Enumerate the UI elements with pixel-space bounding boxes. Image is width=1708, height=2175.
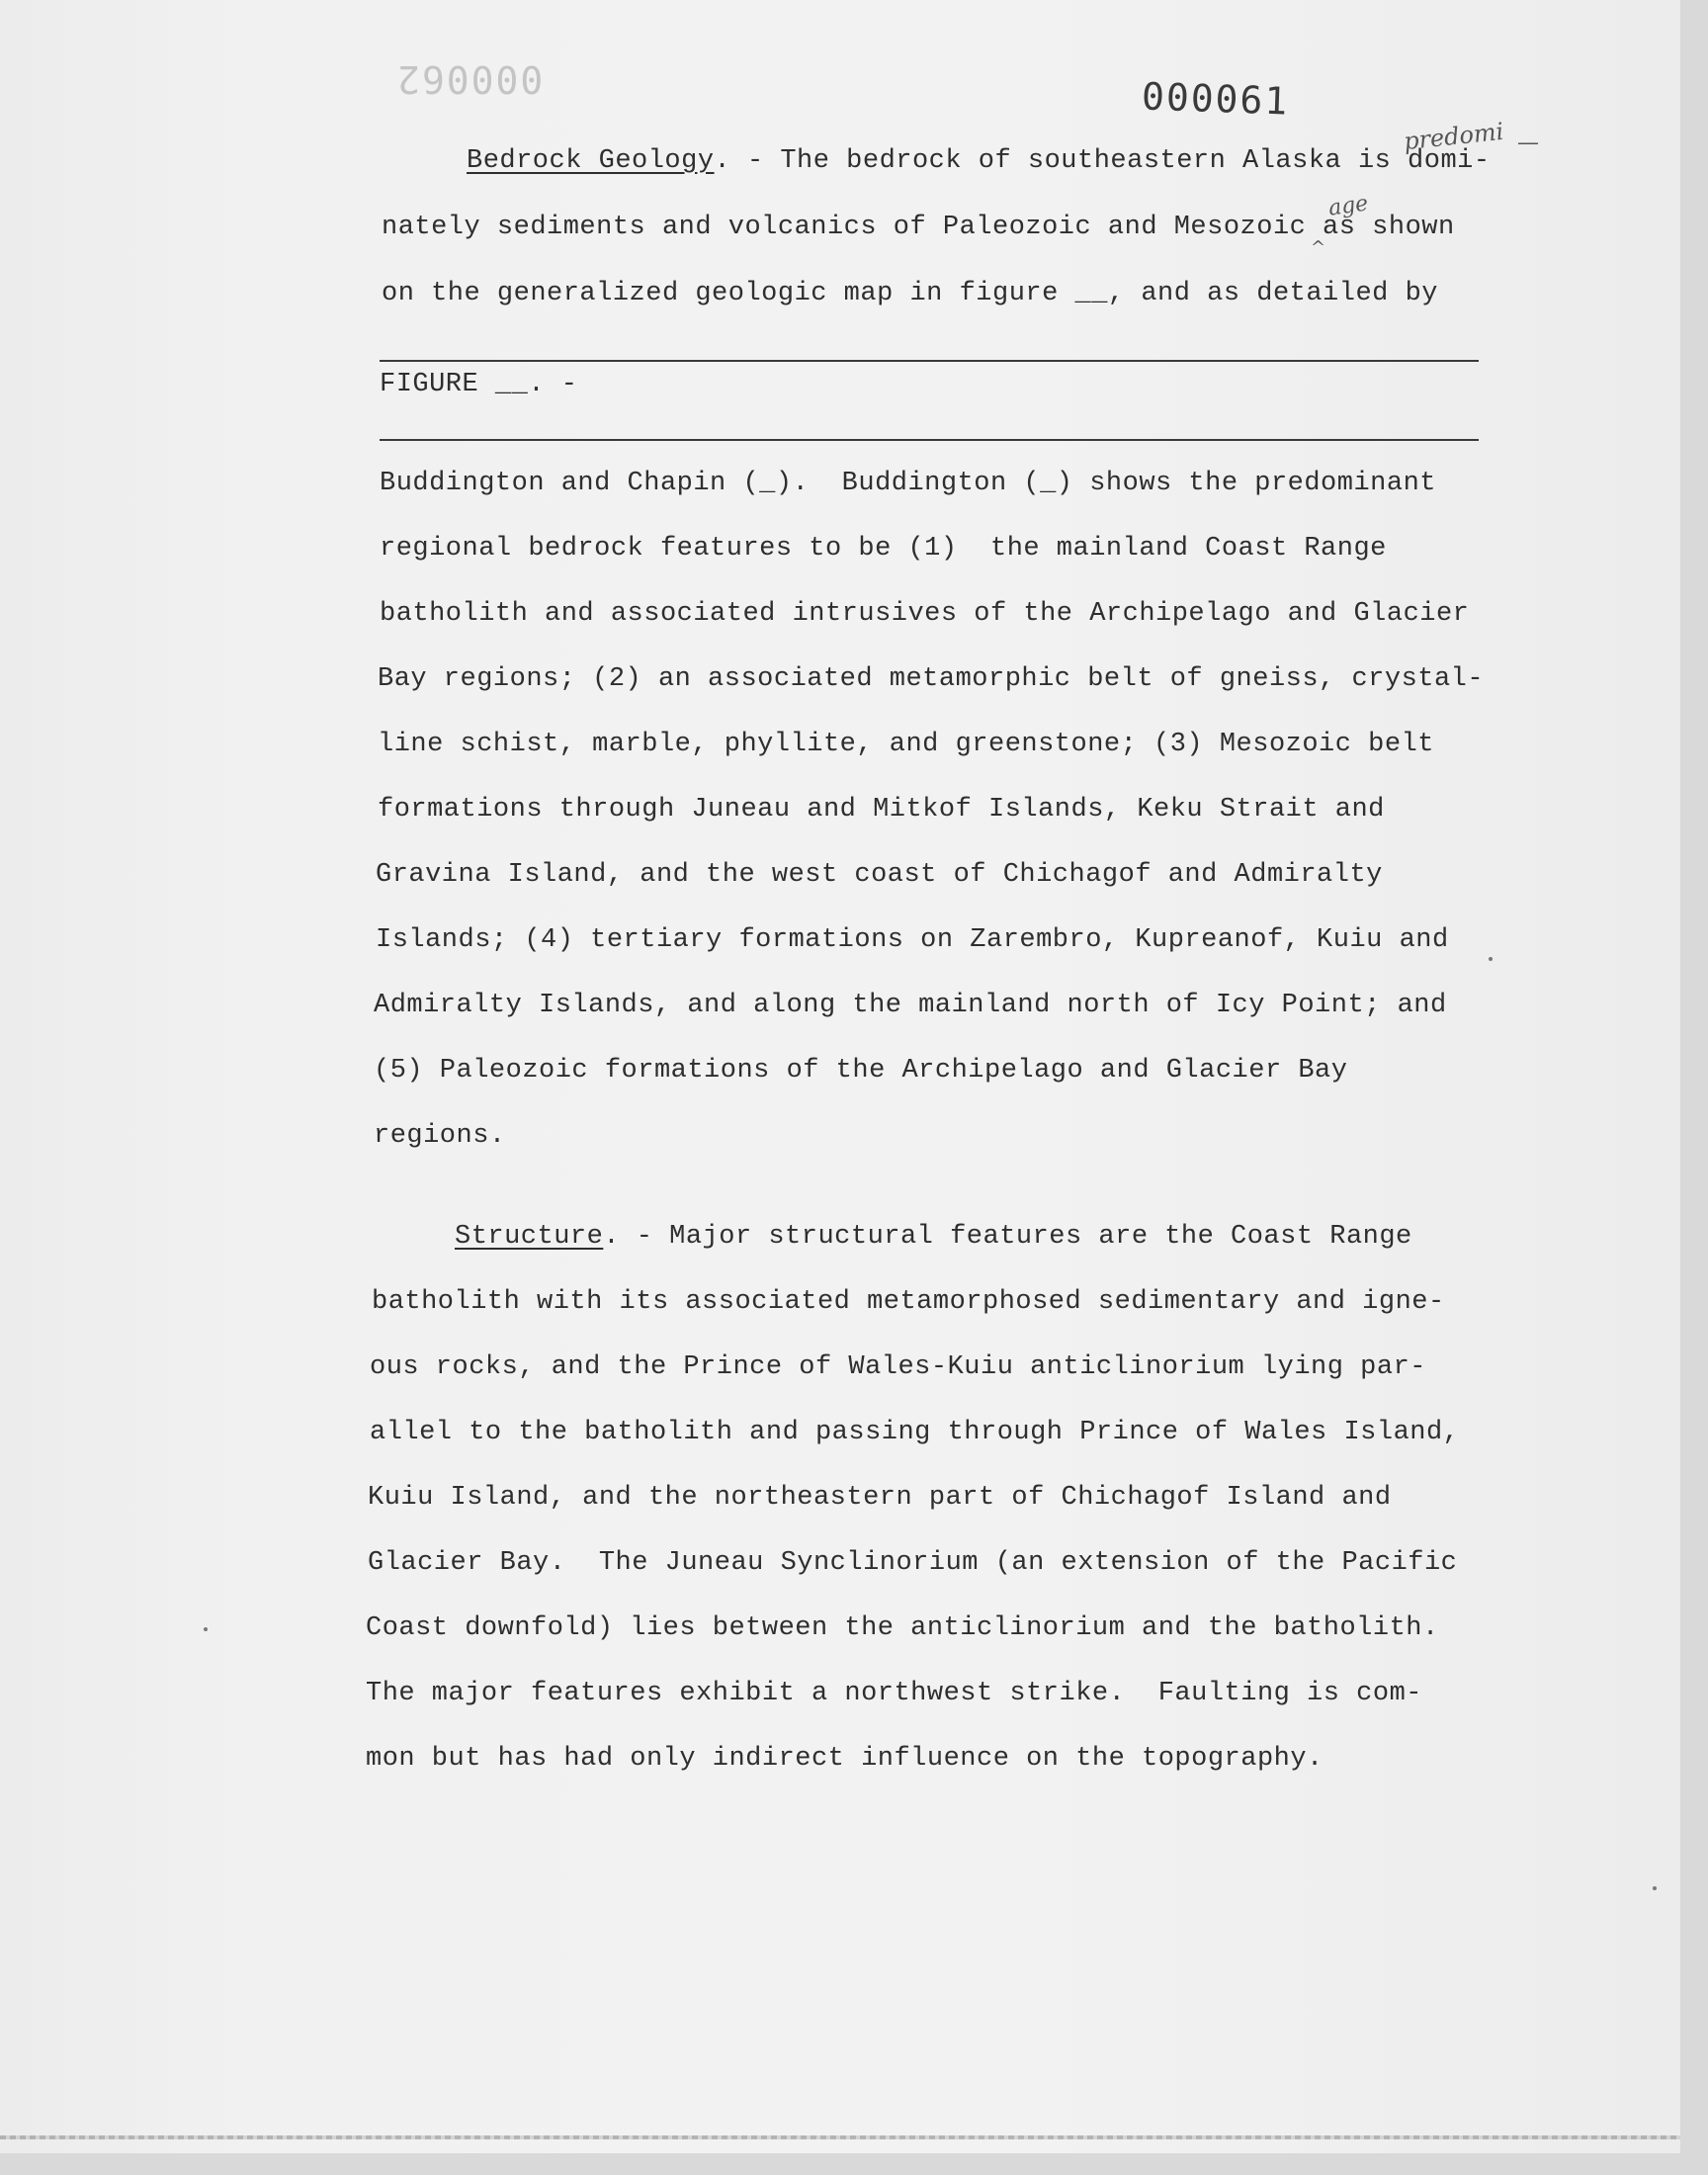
- insertion-caret: ^: [1311, 237, 1326, 258]
- page-number-stamp: 000061: [1141, 74, 1291, 124]
- section1-cont-line-9: Admiralty Islands, and along the mainland north of Icy Point; and: [374, 991, 1447, 1020]
- section1-cont-line-3: batholith and associated intrusives of the Archipelago and Glacier: [380, 599, 1470, 629]
- section1-line-2: nately sediments and volcanics of Paleozoic and Mesozoic as shown: [382, 213, 1455, 242]
- section2-line-4: allel to the batholith and passing through Prince of Wales Island,: [370, 1418, 1460, 1447]
- section1-cont-line-10: (5) Paleozoic formations of the Archipelago and Glacier Bay: [374, 1056, 1348, 1086]
- section1-cont-line-8: Islands; (4) tertiary formations on Zarembro, Kupreanof, Kuiu and: [376, 925, 1449, 955]
- section2-line-3: ous rocks, and the Prince of Wales-Kuiu anticlinorium lying par-: [370, 1352, 1426, 1382]
- section2-line-1: Structure. - Major structural features are the Coast Range: [455, 1222, 1412, 1252]
- section1-cont-line-7: Gravina Island, and the west coast of Chichagof and Admiralty: [376, 860, 1383, 890]
- handwritten-note-predomi: predomi: [1402, 117, 1505, 156]
- ghost-page-number: 000062: [395, 57, 544, 101]
- handwritten-note-age: age: [1326, 191, 1370, 221]
- section1-cont-line-6: formations through Juneau and Mitkof Islands, Keku Strait and: [378, 795, 1385, 825]
- section2-line-6: Glacier Bay. The Juneau Synclinorium (an extension of the Pacific: [368, 1548, 1458, 1578]
- scan-speck: [204, 1627, 208, 1631]
- section1-cont-line-2: regional bedrock features to be (1) the mainland Coast Range: [380, 534, 1387, 564]
- section1-line-3: on the generalized geologic map in figure __, and as detailed by: [382, 279, 1438, 308]
- page-bottom-edge: [0, 2135, 1680, 2139]
- section2-line-9: mon but has had only indirect influence on the topography.: [366, 1744, 1324, 1774]
- section2-line-5: Kuiu Island, and the northeastern part of Chichagof Island and: [368, 1483, 1392, 1513]
- section1-cont-line-1: Buddington and Chapin (_). Buddington (_) shows the predominant: [380, 469, 1436, 498]
- heading-bedrock-geology: Bedrock Geology: [467, 146, 715, 176]
- section1-cont-line-4: Bay regions; (2) an associated metamorphic belt of gneiss, crystal-: [378, 664, 1485, 694]
- figure-rule-bottom: [380, 439, 1479, 441]
- section1-cont-line-11: regions.: [374, 1121, 506, 1151]
- scan-speck: [1653, 1886, 1657, 1890]
- section2-line-7: Coast downfold) lies between the anticlinorium and the batholith.: [366, 1613, 1439, 1643]
- figure-rule-top: [380, 360, 1479, 362]
- section2-line-2: batholith with its associated metamorphosed sedimentary and igne-: [372, 1287, 1445, 1317]
- heading-structure: Structure: [455, 1222, 604, 1252]
- handwritten-dash: —: [1517, 130, 1539, 155]
- section1-cont-line-5: line schist, marble, phyllite, and greenstone; (3) Mesozoic belt: [378, 730, 1434, 759]
- section2-line-8: The major features exhibit a northwest strike. Faulting is com-: [366, 1679, 1422, 1708]
- scan-speck: [1489, 957, 1493, 961]
- section1-line-1: Bedrock Geology. - The bedrock of southeastern Alaska is domi-: [467, 146, 1491, 176]
- figure-caption: FIGURE __. -: [380, 370, 578, 399]
